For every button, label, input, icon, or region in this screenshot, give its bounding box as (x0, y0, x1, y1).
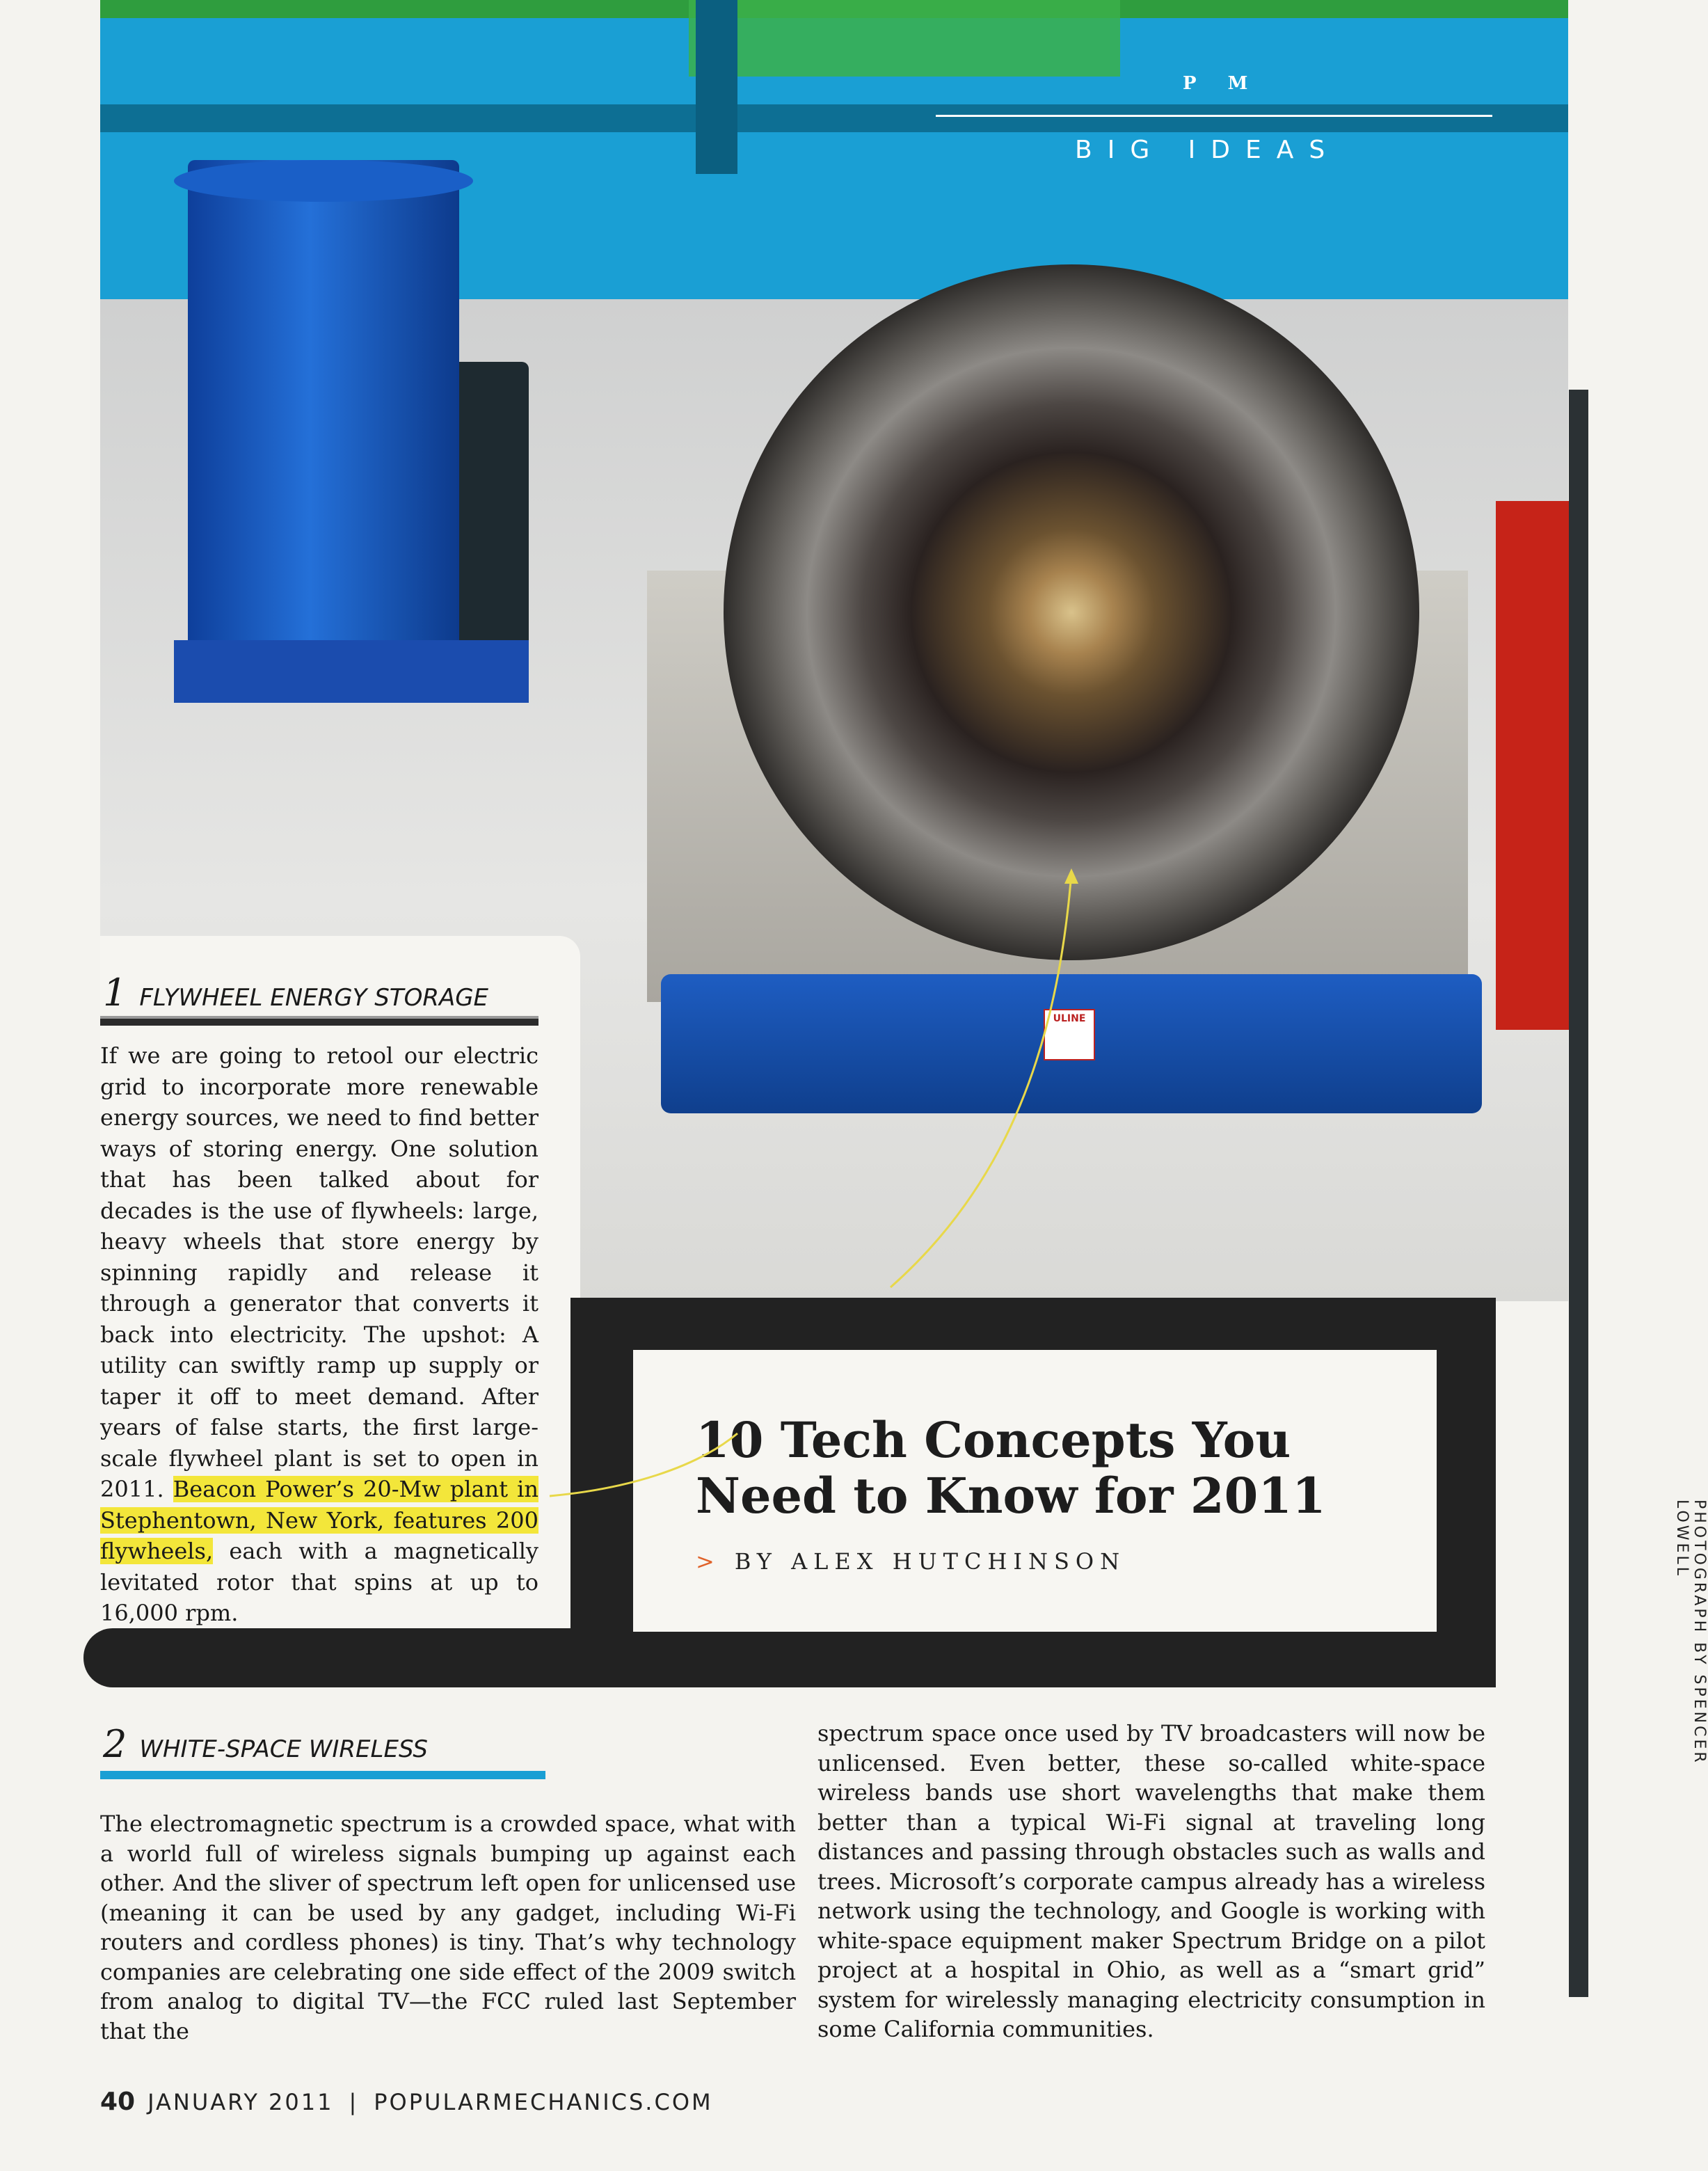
section2-column1: The electromagnetic spectrum is a crowded space, what with a world full of wireless signals bumping up against each other. And the sliver of spectrum left open for unlicensed use (meaning it can be used by any gadget, including Wi-Fi routers and cordless phones) is tiny. That’s why technology companies are celebrating one side effect of the 2009 switch from analog to digital TV—the FCC ruled last September that the (100, 1811, 796, 2044)
section1-highlight: Beacon Power’s 20-Mw plant in Stephentown, New York, features 200 flywheels, (100, 1476, 538, 1564)
section1-heading (103, 971, 488, 1015)
photo-tank-pallet (174, 640, 529, 703)
section2-number: 2 (103, 1722, 127, 1766)
section1-body-end: each with a magnetically levitated rotor that spins at up to 16,000 rpm. (100, 1538, 538, 1626)
uline-label-text: ULINE (1053, 1013, 1086, 1024)
section2-rule (100, 1771, 545, 1779)
photo-blue-flywheel-tank (188, 160, 459, 647)
byline (696, 1548, 1126, 1575)
section2-title: WHITE-SPACE WIRELESS (139, 1735, 428, 1763)
photo-ceiling-beam (100, 104, 1568, 132)
section1-body-text: If we are going to retool our electric grid to incorporate more renewable energy sources, we need to find better ways of storing energy. One solution that has been talked about for decades is the use of flywheels: large, heavy wheels that store energy by spinning rapidly and release it through a generator that converts it back into electricity. The upshot: A utility can swiftly ramp up supply or taper it off to meet demand. After years of false starts, the first large-scale flywheel plant is set to open in 2011. (100, 1042, 538, 1502)
byline-text: BY ALEX HUTCHINSON (734, 1548, 1126, 1575)
section-label: BIG IDEAS (1075, 136, 1341, 164)
photo-green-crane (689, 0, 1120, 77)
photo-flywheel-disk (724, 264, 1419, 960)
magazine-brand: P M (1183, 73, 1261, 94)
section2-heading (103, 1722, 428, 1766)
photo-tank-lid (174, 160, 473, 202)
footer-separator: | (349, 2089, 359, 2115)
website: POPULARMECHANICS.COM (374, 2089, 713, 2115)
title-frame-bar (83, 1628, 1496, 1687)
header-rule (936, 115, 1492, 117)
article-title: 10 Tech Concepts You Need to Know for 2011 (696, 1411, 1326, 1525)
section1-body (100, 1040, 538, 1629)
section1-rule (100, 1016, 538, 1026)
photo-red-cabinet (1496, 501, 1572, 1030)
page-footer (100, 2088, 713, 2116)
byline-arrow-icon: > (696, 1548, 721, 1575)
page-number: 40 (100, 2088, 136, 2116)
issue-date: JANUARY 2011 (147, 2089, 334, 2115)
right-margin-bar (1569, 390, 1588, 1997)
section1-number: 1 (103, 971, 127, 1015)
photo-uline-label (1044, 1009, 1095, 1060)
section2-column2: spectrum space once used by TV broadcasters will now be unlicensed. Even better, these so-called white-space wireless bands use short wavelengths that make them better than a typical Wi-Fi signal at traveling long distances and passing through obstacles such as walls and trees. Microsoft’s corporate campus already has a wireless network using the technology, and Google is working with white-space equipment maker Spectrum Bridge on a pilot project at a hospital in Ohio, as well as a “smart grid” system for wirelessly managing electricity consumption in some California communities. (817, 1720, 1485, 2042)
section1-title: FLYWHEEL ENERGY STORAGE (139, 984, 489, 1012)
photo-credit: PHOTOGRAPH BY SPENCER LOWELL (1673, 1500, 1708, 1765)
photo-girder (696, 0, 737, 174)
